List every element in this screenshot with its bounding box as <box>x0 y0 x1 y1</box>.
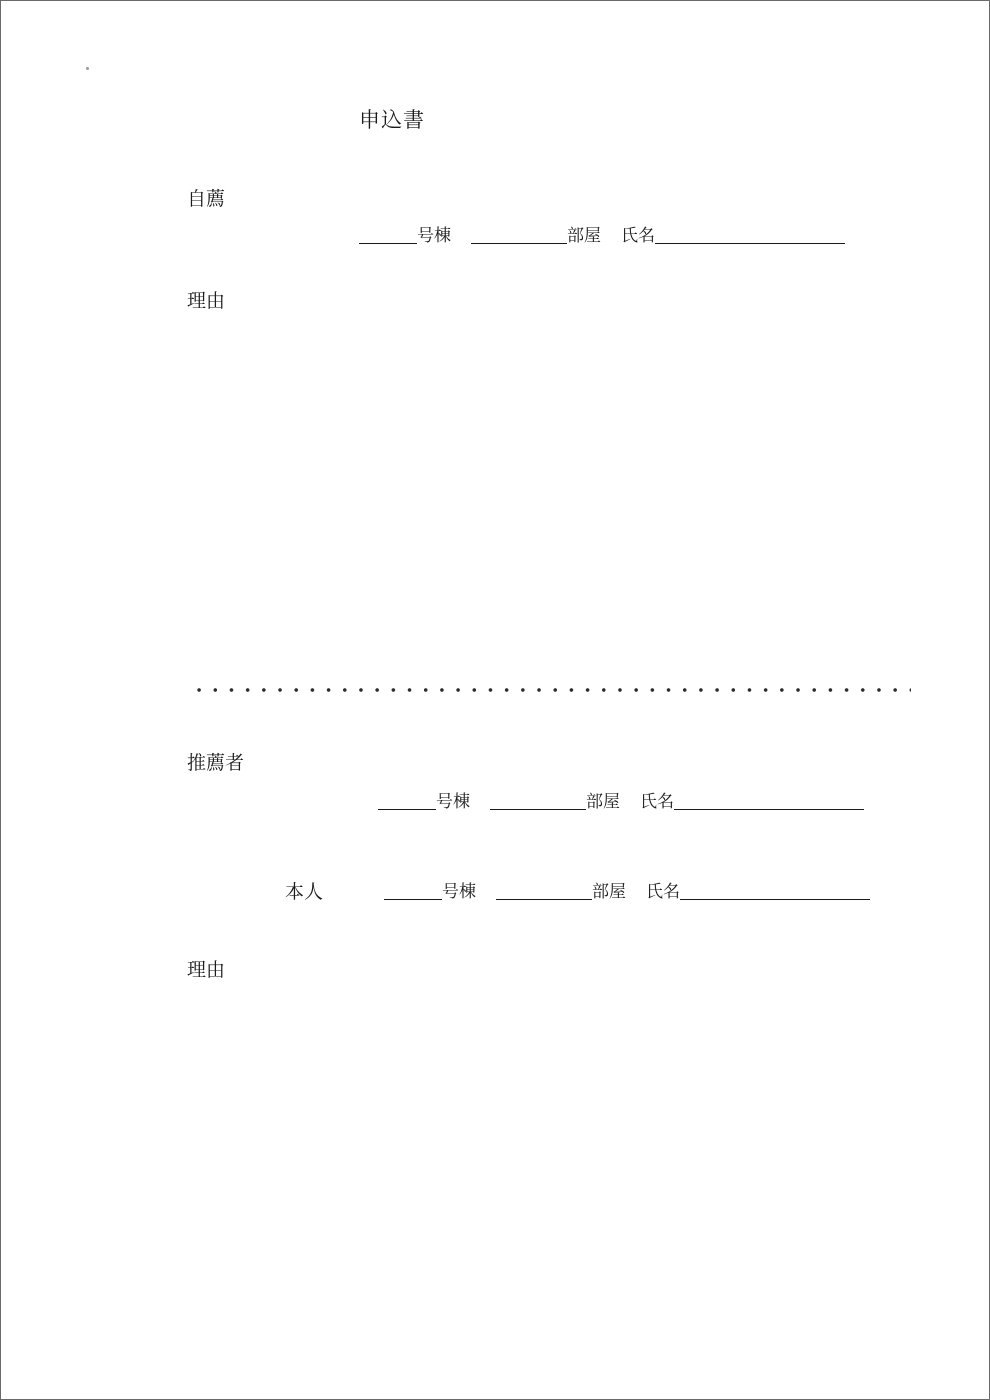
dotted-separator <box>191 685 911 695</box>
room-label: 部屋 <box>592 882 626 902</box>
room-number-blank[interactable] <box>490 791 586 810</box>
name-label: 氏名 <box>640 792 674 812</box>
self-recommend-heading: 自薦 <box>187 188 226 210</box>
building-number-blank[interactable] <box>384 881 442 900</box>
room-number-blank[interactable] <box>496 881 592 900</box>
room-number-blank[interactable] <box>471 225 567 244</box>
person-info-row <box>384 877 870 902</box>
building-number-blank[interactable] <box>378 791 436 810</box>
recommend-reason-label: 理由 <box>187 959 226 981</box>
name-blank[interactable] <box>655 225 845 244</box>
building-number-blank[interactable] <box>359 225 417 244</box>
room-label: 部屋 <box>567 226 601 246</box>
room-label: 部屋 <box>586 792 620 812</box>
self-reason-label: 理由 <box>187 290 226 312</box>
name-label: 氏名 <box>621 226 655 246</box>
self-reason-area[interactable] <box>187 321 907 661</box>
name-label: 氏名 <box>646 882 680 902</box>
building-label: 号棟 <box>442 882 476 902</box>
person-label: 本人 <box>285 881 324 903</box>
recommend-reason-area[interactable] <box>187 991 907 1331</box>
recommender-heading: 推薦者 <box>187 752 245 774</box>
recommender-info-row <box>378 787 864 812</box>
name-blank[interactable] <box>674 791 864 810</box>
self-info-row <box>359 221 845 246</box>
name-blank[interactable] <box>680 881 870 900</box>
form-title: 申込書 <box>359 108 425 132</box>
scan-speck <box>86 67 89 70</box>
building-label: 号棟 <box>436 792 470 812</box>
building-label: 号棟 <box>417 226 451 246</box>
